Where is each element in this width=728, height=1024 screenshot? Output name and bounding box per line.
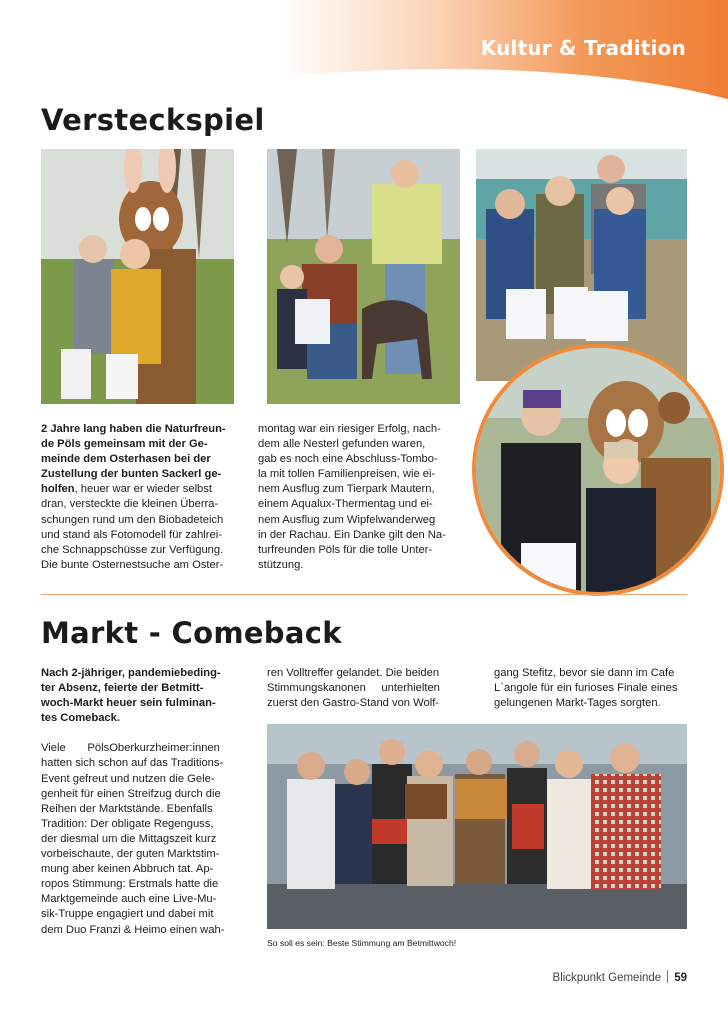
- text-line: nem Ausflug zum Wipfelwanderweg: [258, 513, 436, 526]
- publication-name: Blickpunkt Gemeinde: [552, 972, 662, 984]
- lead-line: Nach 2-jähriger, pandemiebeding-: [41, 667, 221, 679]
- text-line: Marktgemeinde auch eine Live-Mu-: [41, 893, 217, 906]
- article1-column-2: [258, 422, 460, 573]
- page-footer: [553, 970, 687, 984]
- text-line: Reihen der Marktstände. Ebenfalls: [41, 802, 213, 815]
- text-line: zuerst den Gastro-Stand von Wolf-: [267, 697, 440, 710]
- photo-children-easter-bunny: [41, 149, 234, 404]
- text-line: Event gefreut und nutzen die Gele-: [41, 772, 215, 785]
- text-line: stützung.: [258, 558, 304, 571]
- text-line: meinde dem Osterhasen bei der: [41, 453, 211, 466]
- text-line: und stand als Fotomodell für zahlrei-: [41, 528, 222, 541]
- text-line: la mit tollen Familienpreisen, wie ei-: [258, 468, 436, 481]
- text-line: de Pöls gemeinsam mit der Ge-: [41, 438, 208, 451]
- photo-circular-inset-bunny: [472, 344, 724, 596]
- text-line: ropos Stimmung: Erstmals hatte die: [41, 878, 219, 891]
- text-line: che Schnappschüsse zur Verfügung.: [41, 543, 224, 556]
- header-curve: [0, 54, 728, 100]
- text-line: dran, versteckte die kleinen Überra-: [41, 498, 219, 511]
- text-line: gang Stefitz, bevor sie dann im Cafe: [494, 667, 675, 679]
- text-line: Zustellung der bunten Sackerl ge-: [41, 468, 222, 481]
- text-line: dem Duo Franzi & Heimo einen wah-: [41, 923, 225, 936]
- article-title-markt-comeback: Markt - Comeback: [41, 616, 342, 650]
- text-line: genheit für einen Streifzug durch die: [41, 787, 221, 800]
- photo-family-with-dog: [267, 149, 460, 404]
- text-line: der diesmal um die Mittagszeit kurz: [41, 832, 217, 845]
- text-line: Viele PölsOberkurzheimer:innen: [41, 742, 220, 755]
- text-line: montag war ein riesiger Erfolg, nach-: [258, 423, 441, 435]
- text-line: Tradition: Der obligate Regenguss,: [41, 817, 214, 830]
- text-line: dem alle Nesterl gefunden waren,: [258, 438, 426, 451]
- text-line: nem Ausflug zum Tierpark Mautern,: [258, 483, 435, 496]
- section-label: Kultur & Tradition: [480, 36, 686, 60]
- text-line: 2 Jahre lang haben die Naturfreun-: [41, 423, 226, 435]
- article1-column-1: [41, 422, 243, 573]
- article2-column-1: [41, 666, 236, 938]
- photo-caption: So soll es sein: Beste Stimmung am Betmittwoch!: [267, 938, 457, 948]
- section-divider: [41, 594, 687, 595]
- text-line: hatten sich schon auf das Traditions-: [41, 757, 224, 770]
- text-line: Die bunte Osternestsuche am Oster-: [41, 558, 224, 571]
- text-line: turfreunden Pöls für die tolle Unter-: [258, 543, 433, 556]
- article-title-versteckspiel: Versteckspiel: [41, 103, 265, 137]
- text-line: ren Volltreffer gelandet. Die beiden: [267, 667, 440, 679]
- lead-line: tes Comeback.: [41, 712, 120, 725]
- article2-column-2: [267, 666, 462, 711]
- text-line: vorbeischaute, der guten Marktstim-: [41, 848, 220, 861]
- text-line-mixed: holfen, heuer war er wieder selbst: [41, 483, 212, 496]
- text-line: Stimmungskanonen unterhielten: [267, 682, 440, 695]
- text-line: in der Rachau. Ein Danke gilt den Na-: [258, 528, 446, 541]
- text-line: L`angole für ein furioses Finale eines: [494, 682, 678, 695]
- lead-line: ter Absenz, feierte der Betmitt-: [41, 682, 204, 695]
- text-line: gab es noch eine Abschluss-Tombo-: [258, 453, 438, 466]
- text-line: sik-Truppe engagiert und dabei mit: [41, 908, 214, 921]
- photo-market-group-musicians: [267, 724, 687, 929]
- text-line: mung aber keinen Abbruch tat. Ap-: [41, 863, 214, 876]
- lead-line: woch-Markt heuer sein fulminan-: [41, 697, 216, 710]
- text-line: schungen rund um den Biobadeteich: [41, 513, 224, 526]
- text-line: gelungenen Markt-Tages sorgten.: [494, 697, 661, 710]
- article2-column-3: [494, 666, 689, 711]
- text-line: einem Aqualux-Thermentag und ei-: [258, 498, 433, 511]
- footer-separator: [667, 970, 668, 983]
- page-number: 59: [674, 972, 687, 984]
